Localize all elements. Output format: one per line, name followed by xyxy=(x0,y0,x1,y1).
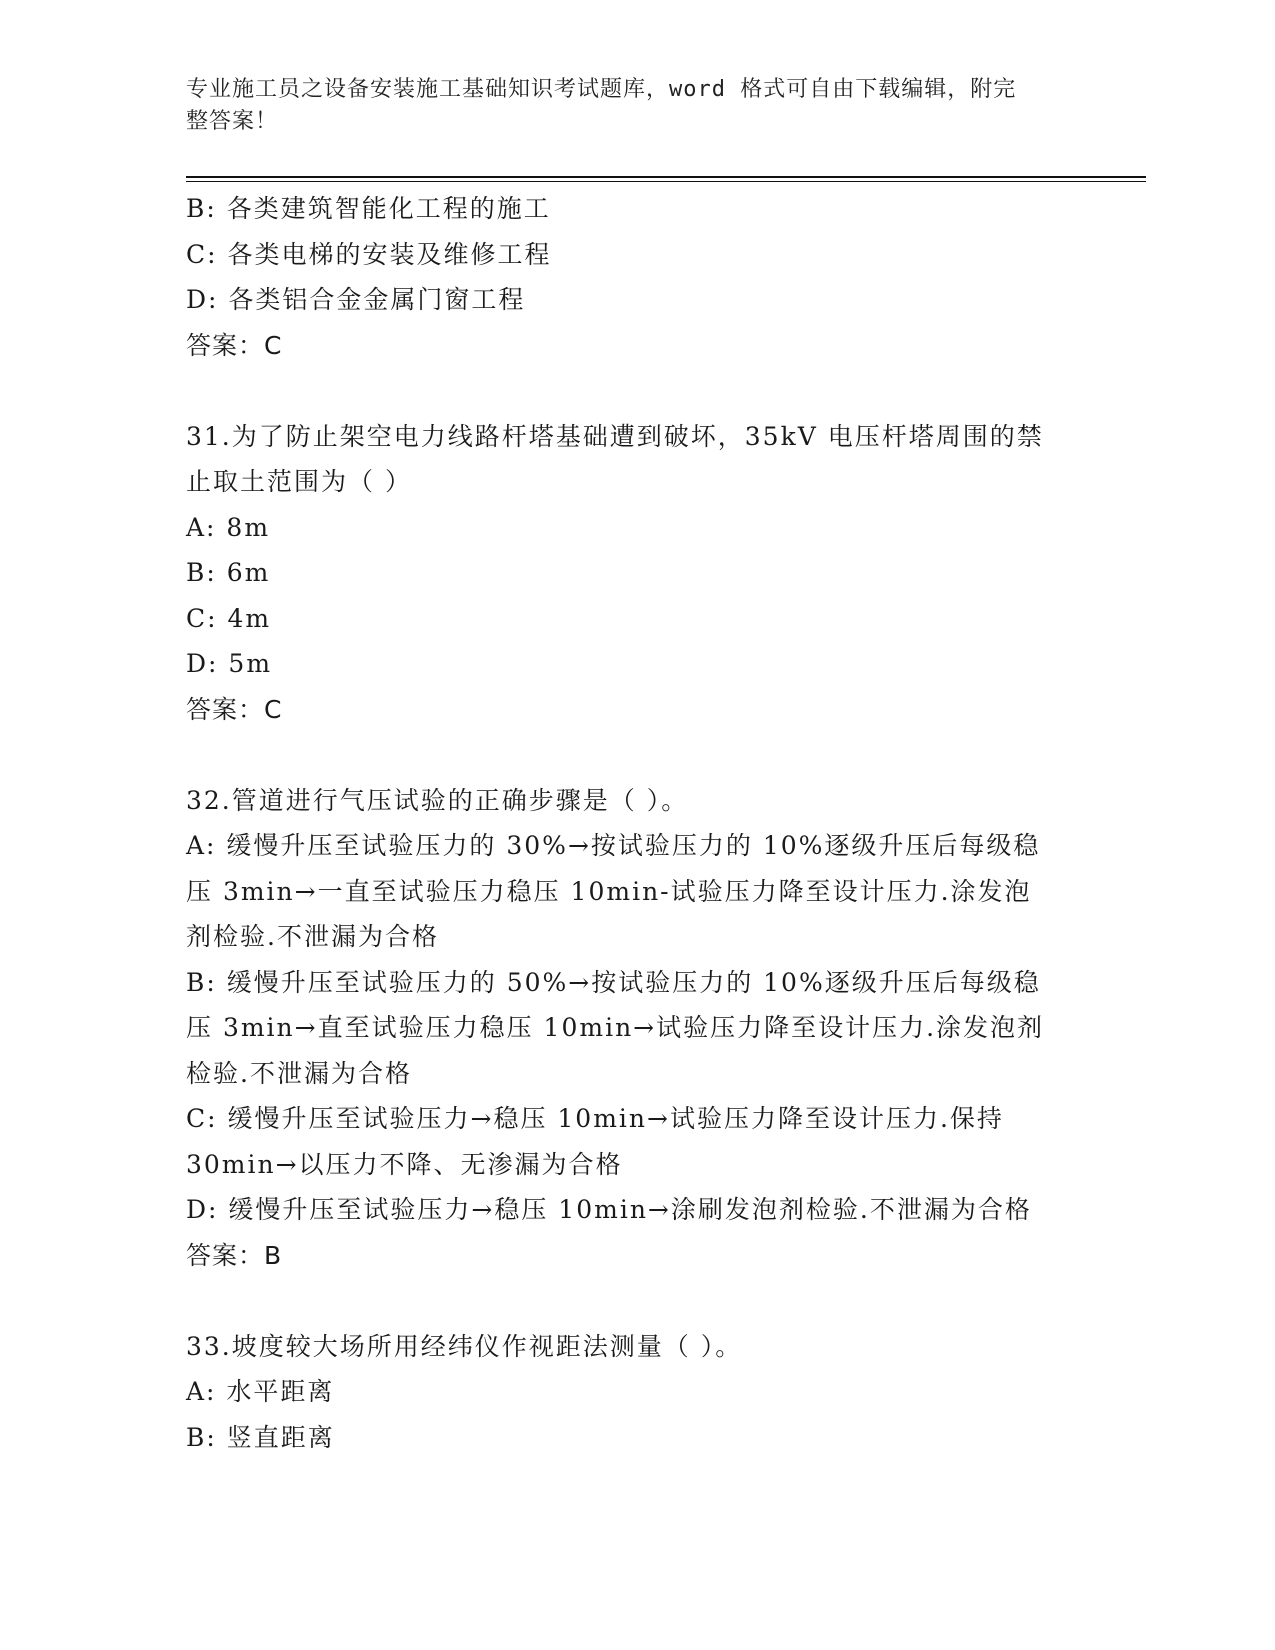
q31-answer: 答案：C xyxy=(186,694,283,724)
q32-option-b-line-1: B: 缓慢升压至试验压力的 50%→按试验压力的 10%逐级升压后每级稳 xyxy=(186,967,1041,997)
document-header xyxy=(186,74,1066,138)
question-32 xyxy=(186,778,1086,1279)
q32-stem: 32.管道进行气压试验的正确步骤是（ ）。 xyxy=(186,785,689,815)
question-spacer xyxy=(186,1278,1086,1324)
header-line-1: 专业施工员之设备安装施工基础知识考试题库，word 格式可自由下载编辑，附完 xyxy=(186,77,1017,102)
question-31 xyxy=(186,414,1086,733)
q32-option-b-line-3: 检验.不泄漏为合格 xyxy=(186,1058,412,1088)
q31-option-d: D: 5m xyxy=(186,649,273,678)
q32-option-c-line-1: C: 缓慢升压至试验压力→稳压 10min→试验压力降至设计压力.保持 xyxy=(186,1104,1004,1133)
q33-stem: 33.坡度较大场所用经纬仪作视距法测量（ ）。 xyxy=(186,1331,743,1361)
q33-option-b: B: 竖直距离 xyxy=(186,1422,335,1452)
header-divider-thick xyxy=(186,176,1146,178)
q32-option-b-line-2: 压 3min→直至试验压力稳压 10min→试验压力降至设计压力.涂发泡剂 xyxy=(186,1013,1045,1042)
q32-answer: 答案：B xyxy=(186,1240,283,1270)
q32-option-a-line-3: 剂检验.不泄漏为合格 xyxy=(186,922,439,951)
q31-option-c: C: 4m xyxy=(186,603,272,633)
question-spacer xyxy=(186,368,1086,414)
q32-option-c-line-2: 30min→以压力不降、无渗漏为合格 xyxy=(186,1149,623,1179)
question-30 xyxy=(186,186,1086,368)
question-spacer xyxy=(186,732,1086,778)
q30-option-d: D: 各类铝合金金属门窗工程 xyxy=(186,285,526,314)
q33-option-a: A: 水平距离 xyxy=(186,1377,335,1406)
q32-option-d: D: 缓慢升压至试验压力→稳压 10min→涂刷发泡剂检验.不泄漏为合格 xyxy=(186,1195,1032,1224)
q31-option-a: A: 8m xyxy=(186,512,271,542)
q31-stem-line-1: 31.为了防止架空电力线路杆塔基础遭到破坏，35kV 电压杆塔周围的禁 xyxy=(186,421,1044,451)
header-line-2: 整答案！ xyxy=(186,109,279,134)
q31-option-b: B: 6m xyxy=(186,558,271,587)
q30-option-b: B: 各类建筑智能化工程的施工 xyxy=(186,194,551,223)
question-33 xyxy=(186,1324,1086,1461)
q32-option-a-line-2: 压 3min→一直至试验压力稳压 10min-试验压力降至设计压力.涂发泡 xyxy=(186,876,1032,906)
question-list xyxy=(186,186,1086,1460)
header-divider-thin xyxy=(186,181,1146,182)
q32-option-a-line-1: A: 缓慢升压至试验压力的 30%→按试验压力的 10%逐级升压后每级稳 xyxy=(186,831,1041,860)
q31-stem-line-2: 止取土范围为（ ） xyxy=(186,467,412,496)
q30-answer: 答案：C xyxy=(186,330,283,360)
q30-option-c: C: 各类电梯的安装及维修工程 xyxy=(186,239,552,269)
